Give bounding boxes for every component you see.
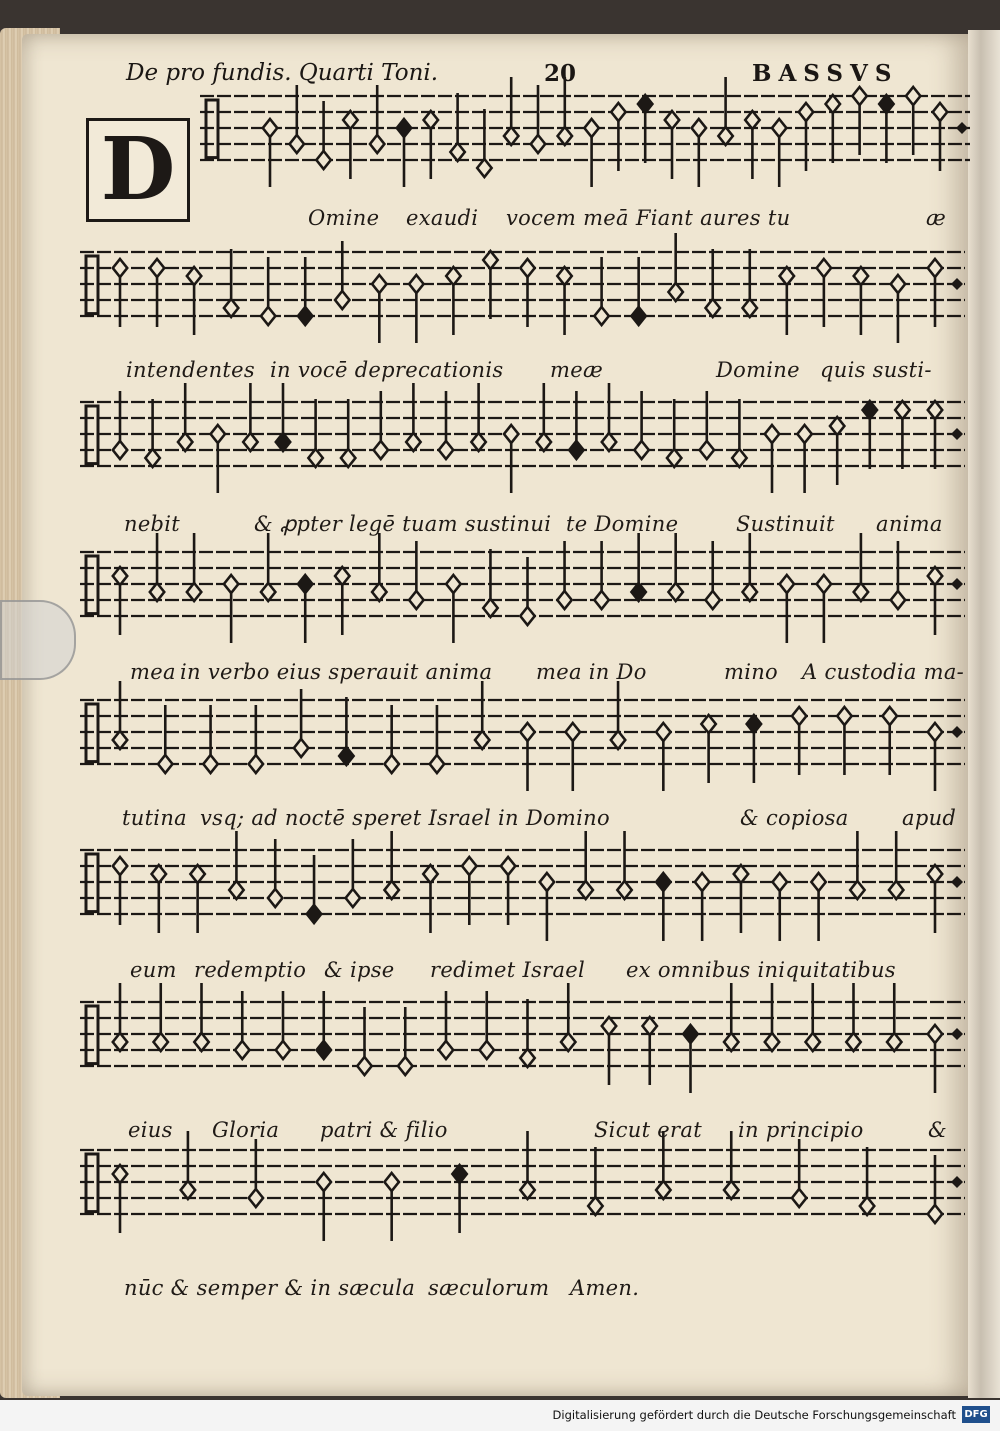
note-head (372, 275, 386, 293)
note-head (643, 1017, 657, 1035)
lyric-syllable: in verbo eius sperauit anima (180, 660, 493, 684)
note-head (483, 599, 497, 617)
note-head (850, 881, 864, 899)
note-head (276, 1041, 290, 1059)
lyric-syllable: eius (128, 1118, 173, 1142)
custos-mark (951, 428, 963, 440)
lyric-syllable: mea (130, 660, 176, 684)
note-head (863, 401, 877, 419)
note-head (594, 307, 608, 325)
note-head (294, 739, 308, 757)
lyric-syllable: tutina (122, 806, 187, 830)
lyric-syllable: meæ (550, 358, 603, 382)
lyric-syllable: æ (926, 206, 947, 230)
lyric-syllable: intendentes (126, 358, 255, 382)
note-head (187, 267, 201, 285)
note-head (113, 731, 127, 749)
note-head (558, 127, 572, 145)
note-head (335, 567, 349, 585)
custos-mark (956, 122, 968, 134)
note-head (370, 135, 384, 153)
note-head (634, 441, 648, 459)
folio-number: 20 (544, 60, 577, 87)
note-head (178, 433, 192, 451)
note-head (631, 583, 645, 601)
lyric-syllable: & ꝓpter legē tuam sustinui (254, 512, 552, 536)
note-head (826, 95, 840, 113)
footer-credit: Digitalisierung gefördert durch die Deutsche Forschungsgemeinschaft (552, 1408, 956, 1422)
note-head (249, 755, 263, 773)
custos-mark (951, 726, 963, 738)
note-head (113, 259, 127, 277)
note-head (668, 283, 682, 301)
lyric-syllable: A custodia ma- (802, 660, 965, 684)
note-head (450, 143, 464, 161)
note-head (520, 607, 534, 625)
note-head (406, 433, 420, 451)
note-head (203, 755, 217, 773)
note-head (346, 889, 360, 907)
note-head (384, 755, 398, 773)
note-head (224, 575, 238, 593)
lyric-syllable: & ipse (324, 958, 395, 982)
note-head (928, 865, 942, 883)
note-head (424, 111, 438, 129)
note-head (656, 723, 670, 741)
note-head (906, 87, 920, 105)
initial-letter: D (100, 119, 176, 220)
custos-mark (951, 578, 963, 590)
note-head (475, 731, 489, 749)
note-head (194, 1033, 208, 1051)
note-head (860, 1197, 874, 1215)
note-head (667, 449, 681, 467)
note-head (584, 119, 598, 137)
note-head (398, 1057, 412, 1075)
header-title: De pro fundis. Quarti Toni. (126, 60, 439, 86)
note-head (811, 873, 825, 891)
note-head (718, 127, 732, 145)
lyric-syllable: exaudi (406, 206, 479, 230)
note-head (665, 111, 679, 129)
lyric-syllable: nebit (124, 512, 181, 536)
note-head (797, 425, 811, 443)
note-head (113, 1165, 127, 1183)
note-head (879, 95, 893, 113)
lyric-syllable: mea in Do (536, 660, 647, 684)
lyric-syllable: sæculorum (428, 1276, 550, 1300)
decorated-initial (86, 118, 190, 222)
note-head (806, 1033, 820, 1051)
dfg-logo: DFG (962, 1406, 990, 1423)
note-head (928, 723, 942, 741)
note-head (745, 111, 759, 129)
note-head (268, 889, 282, 907)
note-head (852, 87, 866, 105)
note-head (384, 1173, 398, 1191)
lyric-syllable: eum (130, 958, 177, 982)
note-head (298, 575, 312, 593)
note-head (243, 433, 257, 451)
lyric-syllable: Gloria (212, 1118, 280, 1142)
note-head (211, 425, 225, 443)
note-head (483, 251, 497, 269)
note-head (734, 865, 748, 883)
note-head (235, 1041, 249, 1059)
note-head (933, 103, 947, 121)
note-head (471, 433, 485, 451)
note-head (891, 591, 905, 609)
note-head (276, 433, 290, 451)
staff-system (80, 233, 965, 343)
note-head (249, 1189, 263, 1207)
lyric-syllable: in vocē deprecationis (270, 358, 504, 382)
note-head (557, 591, 571, 609)
note-head (695, 873, 709, 891)
custos-mark (951, 278, 963, 290)
note-head (772, 119, 786, 137)
note-head (187, 583, 201, 601)
note-head (261, 307, 275, 325)
note-head (462, 857, 476, 875)
note-head (290, 135, 304, 153)
note-head (317, 1041, 331, 1059)
note-head (343, 111, 357, 129)
note-head (307, 905, 321, 923)
note-head (579, 881, 593, 899)
lyric-syllable: Sustinuit (736, 512, 835, 536)
lyric-syllable: apud (902, 806, 957, 830)
note-head (298, 307, 312, 325)
lyric-syllable: anima (876, 512, 943, 536)
note-head (113, 567, 127, 585)
note-head (817, 259, 831, 277)
note-head (224, 299, 238, 317)
staff-system (200, 77, 970, 187)
lyric-syllable: ex omnibus iniquitatibus (626, 958, 896, 982)
note-head (732, 449, 746, 467)
lyric-syllable: vsq; ad noctē speret Israel in Domino (200, 806, 610, 830)
note-head (540, 873, 554, 891)
note-head (339, 747, 353, 765)
note-head (113, 857, 127, 875)
note-head (588, 1197, 602, 1215)
note-head (557, 267, 571, 285)
note-head (928, 567, 942, 585)
note-head (113, 1033, 127, 1051)
note-head (452, 1165, 466, 1183)
lyric-syllable: Sicut erat (594, 1118, 702, 1142)
staff-system (80, 533, 965, 643)
note-head (602, 433, 616, 451)
note-head (409, 591, 423, 609)
note-head (537, 433, 551, 451)
note-head (683, 1025, 697, 1043)
note-head (701, 715, 715, 733)
staff-system (80, 1131, 965, 1241)
note-head (692, 119, 706, 137)
custos-mark (951, 876, 963, 888)
note-head (145, 449, 159, 467)
note-head (928, 1205, 942, 1223)
lyric-syllable: redimet Israel (430, 958, 586, 982)
lyric-syllable: & (928, 1118, 947, 1142)
note-head (638, 95, 652, 113)
note-head (439, 1041, 453, 1059)
note-head (384, 881, 398, 899)
lyric-syllable: Domine (716, 358, 800, 382)
note-head (799, 103, 813, 121)
custos-mark (951, 1176, 963, 1188)
note-head (724, 1181, 738, 1199)
note-head (928, 401, 942, 419)
note-head (611, 731, 625, 749)
lyric-syllable: nūc & semper & in sæcula (124, 1276, 416, 1300)
note-head (747, 715, 761, 733)
note-head (181, 1181, 195, 1199)
note-head (891, 275, 905, 293)
note-head (854, 583, 868, 601)
note-head (883, 707, 897, 725)
note-head (780, 575, 794, 593)
staff-system (80, 831, 965, 941)
note-head (765, 425, 779, 443)
note-head (316, 151, 330, 169)
note-head (430, 755, 444, 773)
lyric-syllable: Amen. (570, 1276, 640, 1300)
lyric-syllable: te Domine (566, 512, 679, 536)
note-head (837, 707, 851, 725)
note-head (594, 591, 608, 609)
note-head (335, 291, 349, 309)
note-head (423, 865, 437, 883)
note-head (724, 1033, 738, 1051)
note-head (372, 583, 386, 601)
note-head (656, 1181, 670, 1199)
note-head (263, 119, 277, 137)
note-head (928, 1025, 942, 1043)
note-head (743, 583, 757, 601)
lyric-syllable: Omine (308, 206, 380, 230)
note-head (520, 1181, 534, 1199)
note-head (520, 259, 534, 277)
note-head (150, 583, 164, 601)
note-head (792, 707, 806, 725)
note-head (520, 723, 534, 741)
staff-system (80, 983, 965, 1093)
note-head (700, 441, 714, 459)
note-head (317, 1173, 331, 1191)
note-head (504, 127, 518, 145)
lyric-syllable: quis susti- (820, 358, 932, 382)
note-head (446, 267, 460, 285)
note-head (113, 441, 127, 459)
note-head (854, 267, 868, 285)
note-head (773, 873, 787, 891)
note-head (611, 103, 625, 121)
note-head (602, 1017, 616, 1035)
voice-part-label: BASSVS (752, 60, 899, 87)
note-head (656, 873, 670, 891)
lyric-syllable: patri & filio (320, 1118, 448, 1142)
lyric-syllable: mino (724, 660, 778, 684)
note-head (617, 881, 631, 899)
note-head (846, 1033, 860, 1051)
lyric-syllable: vocem meā Fiant aures tu (506, 206, 791, 230)
note-head (374, 441, 388, 459)
note-head (531, 135, 545, 153)
note-head (501, 857, 515, 875)
note-head (150, 259, 164, 277)
note-head (409, 275, 423, 293)
note-head (792, 1189, 806, 1207)
note-head (895, 401, 909, 419)
note-head (817, 575, 831, 593)
staff-system (80, 383, 965, 493)
note-head (743, 299, 757, 317)
note-head (887, 1033, 901, 1051)
note-head (158, 755, 172, 773)
note-head (190, 865, 204, 883)
footer-bar (0, 1400, 1000, 1431)
lyric-syllable: redemptio (194, 958, 307, 982)
note-head (928, 259, 942, 277)
note-head (446, 575, 460, 593)
staff-system (80, 681, 965, 791)
note-head (152, 865, 166, 883)
note-head (889, 881, 903, 899)
note-head (477, 159, 491, 177)
note-head (480, 1041, 494, 1059)
note-head (229, 881, 243, 899)
note-head (706, 591, 720, 609)
note-head (308, 449, 322, 467)
lyric-syllable: & copiosa (740, 806, 849, 830)
note-head (357, 1057, 371, 1075)
note-head (830, 417, 844, 435)
lyric-syllable: in principio (738, 1118, 864, 1142)
note-head (154, 1033, 168, 1051)
note-head (520, 1049, 534, 1067)
note-head (706, 299, 720, 317)
note-head (397, 119, 411, 137)
note-head (566, 723, 580, 741)
note-head (561, 1033, 575, 1051)
custos-mark (951, 1028, 963, 1040)
note-head (668, 583, 682, 601)
note-head (261, 583, 275, 601)
note-head (631, 307, 645, 325)
note-head (569, 441, 583, 459)
note-head (504, 425, 518, 443)
note-head (341, 449, 355, 467)
note-head (780, 267, 794, 285)
note-head (439, 441, 453, 459)
note-head (765, 1033, 779, 1051)
